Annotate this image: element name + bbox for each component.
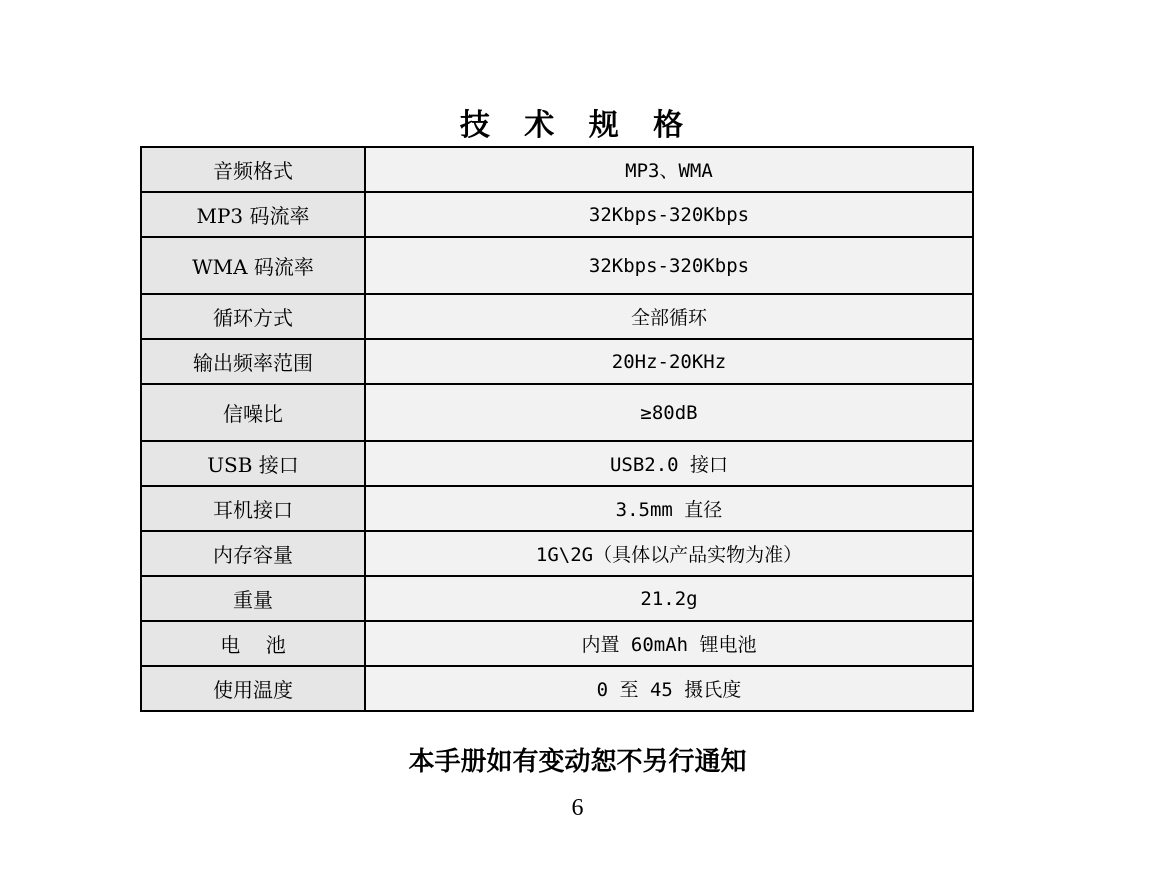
spec-label: 使用温度 — [141, 666, 365, 711]
table-row — [141, 339, 973, 384]
spec-label: USB 接口 — [141, 441, 365, 486]
spec-label: 耳机接口 — [141, 486, 365, 531]
spec-value: 1G\2G（具体以产品实物为准） — [365, 531, 973, 576]
spec-value: 0 至 45 摄氏度 — [365, 666, 973, 711]
spec-value: 32Kbps-320Kbps — [365, 237, 973, 294]
table-row — [141, 486, 973, 531]
table-row — [141, 192, 973, 237]
table-row — [141, 237, 973, 294]
page-title: 技 术 规 格 — [459, 108, 696, 143]
spec-label: 内存容量 — [141, 531, 365, 576]
table-row — [141, 147, 973, 192]
spec-value: 21.2g — [365, 576, 973, 621]
spec-value: 32Kbps-320Kbps — [365, 192, 973, 237]
table-row — [141, 441, 973, 486]
spec-label: 循环方式 — [141, 294, 365, 339]
spec-table — [140, 146, 974, 712]
table-row — [141, 576, 973, 621]
change-notice: 本手册如有变动恕不另行通知 — [408, 747, 747, 777]
spec-label: 信噪比 — [141, 384, 365, 441]
spec-label: MP3 码流率 — [141, 192, 365, 237]
spec-label: 重量 — [141, 576, 365, 621]
table-row — [141, 384, 973, 441]
spec-value: 全部循环 — [365, 294, 973, 339]
spec-value: MP3、WMA — [365, 147, 973, 192]
spec-value: 3.5mm 直径 — [365, 486, 973, 531]
table-row — [141, 666, 973, 711]
spec-label: 电 池 — [141, 621, 365, 666]
table-row — [141, 531, 973, 576]
spec-label: 音频格式 — [141, 147, 365, 192]
table-row — [141, 294, 973, 339]
page-number: 6 — [571, 795, 584, 821]
spec-value: USB2.0 接口 — [365, 441, 973, 486]
spec-label: WMA 码流率 — [141, 237, 365, 294]
table-row — [141, 621, 973, 666]
spec-value: 20Hz-20KHz — [365, 339, 973, 384]
spec-value: 内置 60mAh 锂电池 — [365, 621, 973, 666]
spec-value: ≥80dB — [365, 384, 973, 441]
spec-label: 输出频率范围 — [141, 339, 365, 384]
